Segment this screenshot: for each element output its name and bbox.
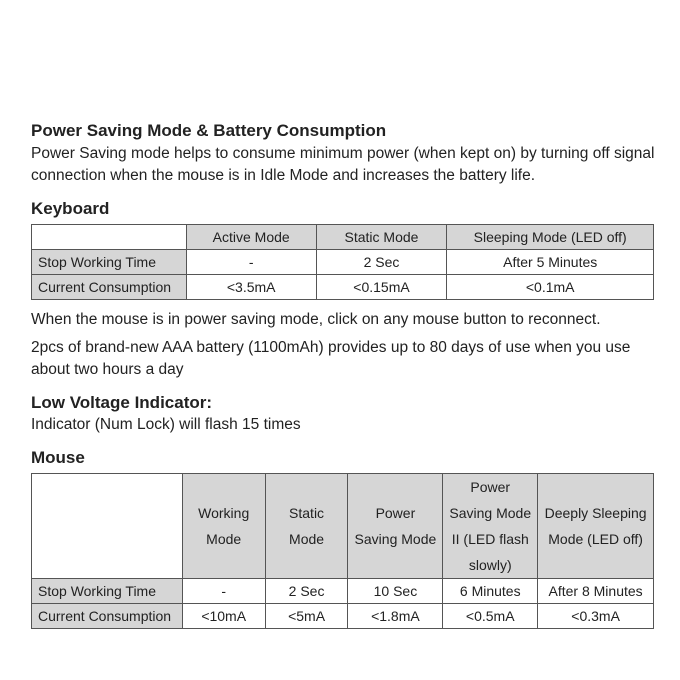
table-header-cell: Static Mode (265, 474, 348, 579)
mouse-table (31, 473, 654, 629)
low-voltage-heading: Low Voltage Indicator: (31, 393, 213, 412)
table-cell: After 8 Minutes (538, 579, 654, 604)
table-header-cell: Power Saving Mode II (LED flash slowly) (443, 474, 538, 579)
section-title: Power Saving Mode & Battery Consumption (31, 121, 387, 140)
table-row-label: Stop Working Time (32, 579, 183, 604)
table-cell: <1.8mA (348, 604, 443, 629)
table-cell: 6 Minutes (443, 579, 538, 604)
table-header-row (32, 225, 654, 250)
table-row (32, 250, 654, 275)
battery-note: 2pcs of brand-new AAA battery (1100mAh) provides up to 80 days of use when you use about two hours a day (31, 339, 631, 378)
document-page (31, 120, 656, 629)
table-row-label: Stop Working Time (32, 250, 187, 275)
table-row (32, 275, 654, 300)
table-cell (32, 225, 187, 250)
low-voltage-text: Indicator (Num Lock) will flash 15 times (31, 416, 301, 433)
table-header-cell: Deeply Sleeping Mode (LED off) (538, 474, 654, 579)
table-row (32, 579, 654, 604)
table-cell (32, 474, 183, 579)
table-row-label: Current Consumption (32, 275, 187, 300)
reconnect-note: When the mouse is in power saving mode, click on any mouse button to reconnect. (31, 311, 601, 328)
table-header-cell: Active Mode (186, 225, 316, 250)
table-cell: 2 Sec (265, 579, 348, 604)
table-cell: <10mA (182, 604, 265, 629)
table-header-cell: Static Mode (316, 225, 447, 250)
table-header-row (32, 474, 654, 579)
table-cell: - (182, 579, 265, 604)
table-row-label: Current Consumption (32, 604, 183, 629)
table-cell: 10 Sec (348, 579, 443, 604)
table-cell: - (186, 250, 316, 275)
table-cell: 2 Sec (316, 250, 447, 275)
table-header-cell: Sleeping Mode (LED off) (447, 225, 654, 250)
table-cell: <0.5mA (443, 604, 538, 629)
table-cell: <0.3mA (538, 604, 654, 629)
keyboard-heading: Keyboard (31, 199, 110, 218)
table-header-cell: Power Saving Mode (348, 474, 443, 579)
table-cell: <5mA (265, 604, 348, 629)
table-cell: <3.5mA (186, 275, 316, 300)
table-row (32, 604, 654, 629)
table-cell: <0.15mA (316, 275, 447, 300)
table-cell: <0.1mA (447, 275, 654, 300)
table-cell: After 5 Minutes (447, 250, 654, 275)
section-description: Power Saving mode helps to consume minimum power (when kept on) by turning off signal connection when the mouse is in Idle Mode and increases the battery life. (31, 145, 655, 184)
keyboard-table (31, 224, 654, 300)
mouse-heading: Mouse (31, 448, 85, 467)
table-header-cell: Working Mode (182, 474, 265, 579)
